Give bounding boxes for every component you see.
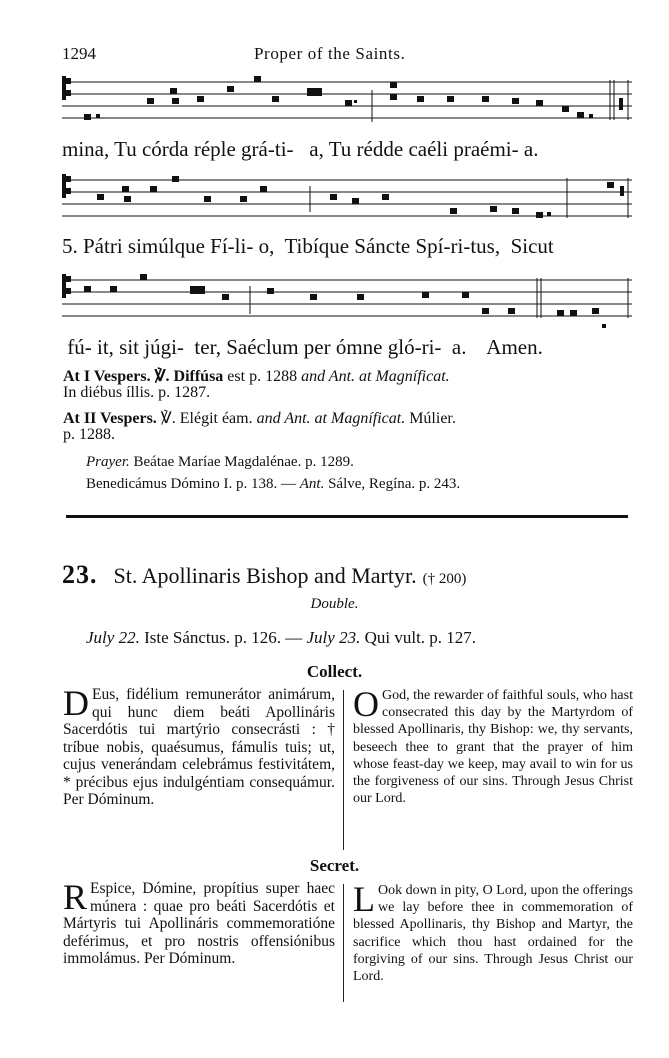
feast-date: († 200) [422,571,467,587]
chant-lyric-3: fú- it, sit júgi- ter, Saéclum per ómne gló-ri- a. Amen. [62,335,543,359]
chant-staff-3 [62,268,632,330]
first-vespers-versicle: ℣. Diffúsa [154,368,224,385]
collect-latin-text: Eus, fidélium remunerátor animárum, qui hunc diem beáti Apollináris Sacerdótis tui martýrio consecrásti : † tríbue nobis, quaésumus, fámulis tuis; ut, cujus venerándam celebrámus festivitátem, * précibus ejus indulgéntiam consequámur. Per Dóminum. [63,686,335,808]
benedicamus-ant-label: Ant. [299,476,325,492]
feast-rank: Double. [310,596,359,612]
july23-text: Qui vult. p. 127. [360,628,477,647]
prayer-line [86,454,354,471]
secret-latin-text: Espice, Dómine, propítius super haec múnera : quae pro beáti Sacerdótis et Mártyris tui Apollináris commemoratióne deférimus, et pro nostris offensiónibus immolámus. Per Dóminum. [63,880,335,967]
secret-english-text: Ook down in pity, O Lord, upon the offerings we lay before thee in commemoration of blessed Apollinaris, thy Bishop and Martyr, the sacrifice which thou hast ordained for the forgiving of our sins. Through Jesus Christ our Lord. [353,883,633,985]
benedicamus-text: Benedicámus Dómino I. p. 138. — [86,476,300,492]
second-vespers-versicle: ℣. Elégit éam. [160,410,253,427]
page-number: 1294 [62,44,96,63]
first-vespers-line-2: In diébus íllis. p. 1287. [63,384,211,401]
section-divider [66,515,628,518]
secret-latin-initial: R [63,877,88,917]
july23-label: July 23. [306,628,361,647]
secret-english [353,879,633,985]
collect-english-initial: O [353,684,379,724]
chant-staff-1 [62,70,632,130]
second-vespers-antiphon: and Ant. at Magníficat. [252,410,406,427]
chant-staff-2 [62,168,632,228]
secret-column-divider [343,884,344,1002]
chant-lyric-2: 5. Pátri simúlque Fí-li- o, Tibíque Sáncte Spí-ri-tus, Sicut [62,234,554,258]
benedicamus-rest: Sálve, Regína. p. 243. [324,476,461,492]
second-vespers-word: Múlier. [405,410,456,427]
chant-lyric-1: mina, Tu córda réple grá-ti- a, Tu rédde caéli praémi- a. [62,137,539,161]
first-vespers-ref: est p. 1288 [223,368,302,385]
first-vespers-antiphon: and Ant. at Magníficat. [301,368,450,385]
prayer-text: Beátae Maríae Magdalénae. p. 1289. [129,454,354,470]
collect-english [353,684,633,807]
first-vespers-label: At I Vespers. [63,368,151,385]
benedicamus-line [86,476,460,493]
collect-english-text: God, the rewarder of faithful souls, who hast consecrated this day by the Martyrdom of blessed Apollinaris, thy Bishop: we, thy servants, beseech thee to grant that the prayer of him whose feast-day we keep, may avail to win for us the forgiveness of our sins. Through Jesus Christ our Lord. [353,688,633,807]
collect-heading: Collect. [306,662,363,681]
first-vespers-line [63,366,450,386]
july22-label: July 22. [86,628,140,647]
running-title: Proper of the Saints. [254,44,406,63]
collect-latin [63,683,335,809]
collect-column-divider [343,690,344,850]
second-vespers-label: At II Vespers. [63,410,157,427]
feast-dates [86,628,476,648]
prayer-label: Prayer. [86,454,130,470]
page-header [62,44,632,64]
feast-title: St. Apollinaris Bishop and Martyr. [113,563,417,588]
second-vespers-line [63,408,456,428]
july22-text: Iste Sánctus. p. 126. — [139,628,307,647]
secret-english-initial: L [353,879,375,919]
second-vespers-line-2: p. 1288. [63,426,115,443]
feast-heading [62,560,466,590]
secret-latin [63,877,335,968]
feast-number: 23. [62,560,98,589]
secret-heading: Secret. [309,856,360,875]
collect-latin-initial: D [63,683,89,723]
